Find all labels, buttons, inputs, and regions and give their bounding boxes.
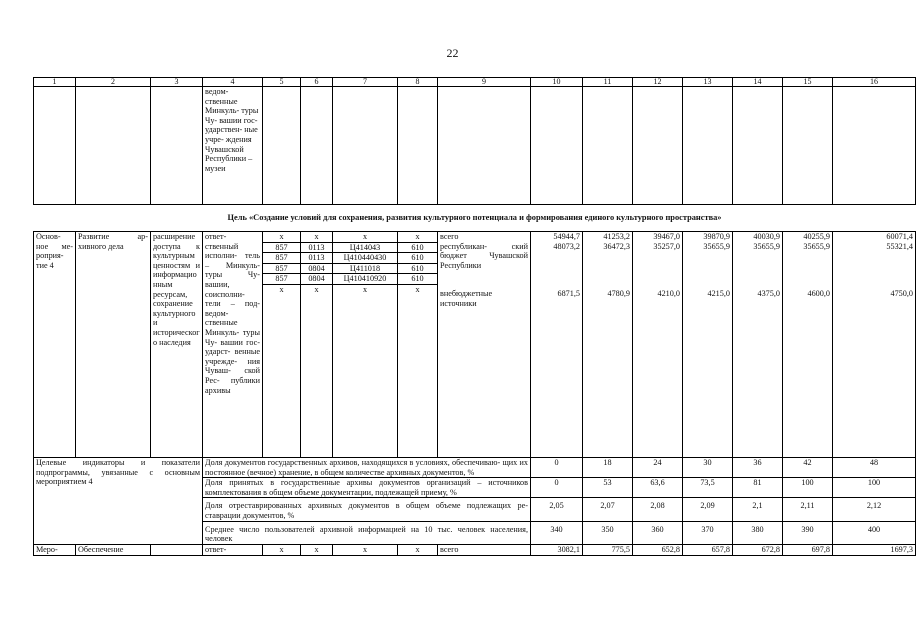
expense-code: 610 xyxy=(398,243,437,254)
target-code: Ц414043 xyxy=(333,243,397,254)
amount: 35257,0 xyxy=(653,241,680,251)
target-code: Ц410440430 xyxy=(333,253,397,264)
goal-row xyxy=(34,205,916,232)
amount: 35655,9 xyxy=(703,241,730,251)
indicator-text: Доля документов государственных архивов, находящихся в условиях, обеспечиваю- щих их постоянное (вечное) хранение, в общем количестве архивных документов, % xyxy=(203,458,531,478)
indicator-text: Среднее число пользователей архивной информацией на 10 тыс. человек населения, человек xyxy=(203,521,531,544)
indicator-value: 53 xyxy=(583,478,633,498)
indicator-value: 73,5 xyxy=(683,478,733,498)
indicator-value: 2,1 xyxy=(733,498,783,521)
indicator-value: 0 xyxy=(531,458,583,478)
expense-code: 610 xyxy=(398,264,437,275)
indicator-value: 81 xyxy=(733,478,783,498)
expense-code: 610 xyxy=(398,274,437,285)
program-table xyxy=(33,77,916,556)
expense-codes xyxy=(398,232,438,458)
indicator-value: 370 xyxy=(683,521,733,544)
indicator-value: 100 xyxy=(783,478,833,498)
amount: 4210,0 xyxy=(657,289,680,298)
indicator-value: 48 xyxy=(833,458,916,478)
goal-title: Цель «Создание условий для сохранения, развития культурного потенциала и формирования единого культурного пространства» xyxy=(34,205,916,232)
indicator-row xyxy=(34,458,916,478)
section-code: x xyxy=(314,284,319,294)
expense-code: x xyxy=(415,284,420,294)
target-code: Ц411018 xyxy=(333,264,397,275)
col-number: 9 xyxy=(438,78,531,87)
indicator-text: Доля принятых в государственные архивы документов организаций – источников комплектования в общем объеме документации, подлежащей приему, % xyxy=(203,478,531,498)
col-number: 16 xyxy=(833,78,916,87)
amount: 657,8 xyxy=(683,544,733,555)
target-code: x xyxy=(362,284,368,294)
amount: 4750,0 xyxy=(890,289,913,298)
indicator-value: 400 xyxy=(833,521,916,544)
indicator-value: 390 xyxy=(783,521,833,544)
section-code: 0113 xyxy=(301,253,332,264)
next-measure-executor: ответ- xyxy=(203,544,263,555)
indicator-value: 0 xyxy=(531,478,583,498)
section-codes xyxy=(301,232,333,458)
col-number: 3 xyxy=(151,78,203,87)
col-number: 4 xyxy=(203,78,263,87)
indicator-value: 360 xyxy=(633,521,683,544)
amount: 3082,1 xyxy=(531,544,583,555)
source-extra: внебюджетные источники xyxy=(440,289,493,308)
amount: 1697,3 xyxy=(833,544,916,555)
col-number: 10 xyxy=(531,78,583,87)
indicator-value: 30 xyxy=(683,458,733,478)
section-code: 0113 xyxy=(301,243,332,254)
indicator-value: 24 xyxy=(633,458,683,478)
col-number: 7 xyxy=(333,78,398,87)
next-measure-label: Меро- xyxy=(34,544,76,555)
measure-label: Основ- ное ме- роприя- тие 4 xyxy=(34,232,76,458)
grbs-code: 857 xyxy=(263,264,300,275)
indicator-value: 36 xyxy=(733,458,783,478)
amount: 54944,7 xyxy=(553,232,580,241)
next-measure-row xyxy=(34,544,916,555)
grbs-code: 857 xyxy=(263,253,300,264)
col-number: 11 xyxy=(583,78,633,87)
amount: 652,8 xyxy=(633,544,683,555)
measure-row xyxy=(34,232,916,458)
grbs-code: x xyxy=(279,284,284,294)
target-code: x xyxy=(333,232,397,243)
indicator-value: 2,08 xyxy=(633,498,683,521)
amount: 672,8 xyxy=(733,544,783,555)
col-number: 13 xyxy=(683,78,733,87)
amount: 41253,2 xyxy=(603,232,630,241)
target-codes xyxy=(333,232,398,458)
indicator-value: 340 xyxy=(531,521,583,544)
col-number: 6 xyxy=(301,78,333,87)
section-code: x xyxy=(301,232,332,243)
amount: 4780,9 xyxy=(607,289,630,298)
amount: 697,8 xyxy=(783,544,833,555)
executor-cell: ведом- ственные Минкуль- туры Чу- вашии гос- ударствен- ные учре- ждения Чувашской Республики – музеи xyxy=(203,87,263,205)
col-number: 2 xyxy=(76,78,151,87)
indicators-label: Целевые индикаторы и показатели подпрограммы, увязанные с основным мероприятием 4 xyxy=(34,458,203,545)
indicator-value: 2,11 xyxy=(783,498,833,521)
indicator-value: 100 xyxy=(833,478,916,498)
source-total: всего xyxy=(438,544,531,555)
amount: 39467,0 xyxy=(653,232,680,241)
indicator-text: Доля отреставрированных архивных документов в общем объеме подлежащих ре- ставрации документов, % xyxy=(203,498,531,521)
col-number: 8 xyxy=(398,78,438,87)
grbs-code: 857 xyxy=(263,243,300,254)
target-code: Ц410410920 xyxy=(333,274,397,285)
col-number: 14 xyxy=(733,78,783,87)
expense-code: 610 xyxy=(398,253,437,264)
section-code: x xyxy=(301,544,333,555)
continued-row xyxy=(34,87,916,205)
amount: 36472,3 xyxy=(603,241,630,251)
indicator-value: 42 xyxy=(783,458,833,478)
measure-goal: расширение доступа к культурным ценностям и информационным ресурсам, сохранение культурного и исторического наследия xyxy=(151,232,203,458)
expense-code: x xyxy=(398,232,437,243)
source-republic: республикан- ский бюджет Чувашской Республики xyxy=(440,241,528,270)
measure-executor: ответ- ственный исполни- тель – Минкуль- туры Чу- вашии, соисполни- тели – под- ведом- ственные Минкуль- туры Чу- вашии гос- ударст- венные учрежде- ния Чуваш- ской Рес- публики архивы xyxy=(203,232,263,458)
next-measure-name: Обеспечение xyxy=(76,544,151,555)
grbs-code: x xyxy=(263,544,301,555)
indicator-value: 18 xyxy=(583,458,633,478)
indicator-value: 350 xyxy=(583,521,633,544)
indicator-value: 63,6 xyxy=(633,478,683,498)
amount: 4600,0 xyxy=(807,289,830,298)
amount: 35655,9 xyxy=(803,241,830,251)
section-code: 0804 xyxy=(301,274,332,285)
col-number: 5 xyxy=(263,78,301,87)
col-number: 15 xyxy=(783,78,833,87)
page-number: 22 xyxy=(446,46,459,60)
col-number: 12 xyxy=(633,78,683,87)
indicator-value: 2,05 xyxy=(531,498,583,521)
amount: 48073,2 xyxy=(553,241,580,251)
grbs-code: 857 xyxy=(263,274,300,285)
col-number: 1 xyxy=(34,78,76,87)
column-number-row xyxy=(34,78,916,87)
amount: 55321,4 xyxy=(886,241,913,251)
amount: 39870,9 xyxy=(703,232,730,241)
amount: 4215,0 xyxy=(707,289,730,298)
amount: 35655,9 xyxy=(753,241,780,251)
grbs-codes xyxy=(263,232,301,458)
source-total: всего xyxy=(440,232,459,241)
measure-name: Развитие ар- хивного дела xyxy=(76,232,151,458)
indicator-value: 2,07 xyxy=(583,498,633,521)
indicator-value: 2,12 xyxy=(833,498,916,521)
grbs-code: x xyxy=(263,232,300,243)
amount: 40030,9 xyxy=(753,232,780,241)
target-code: x xyxy=(333,544,398,555)
amount: 60071,4 xyxy=(886,232,913,241)
section-code: 0804 xyxy=(301,264,332,275)
funding-sources xyxy=(438,232,531,458)
amount: 4375,0 xyxy=(757,289,780,298)
amount: 40255,9 xyxy=(803,232,830,241)
amount: 775,5 xyxy=(583,544,633,555)
indicator-value: 380 xyxy=(733,521,783,544)
indicator-value: 2,09 xyxy=(683,498,733,521)
expense-code: x xyxy=(398,544,438,555)
amount: 6871,5 xyxy=(557,289,580,298)
